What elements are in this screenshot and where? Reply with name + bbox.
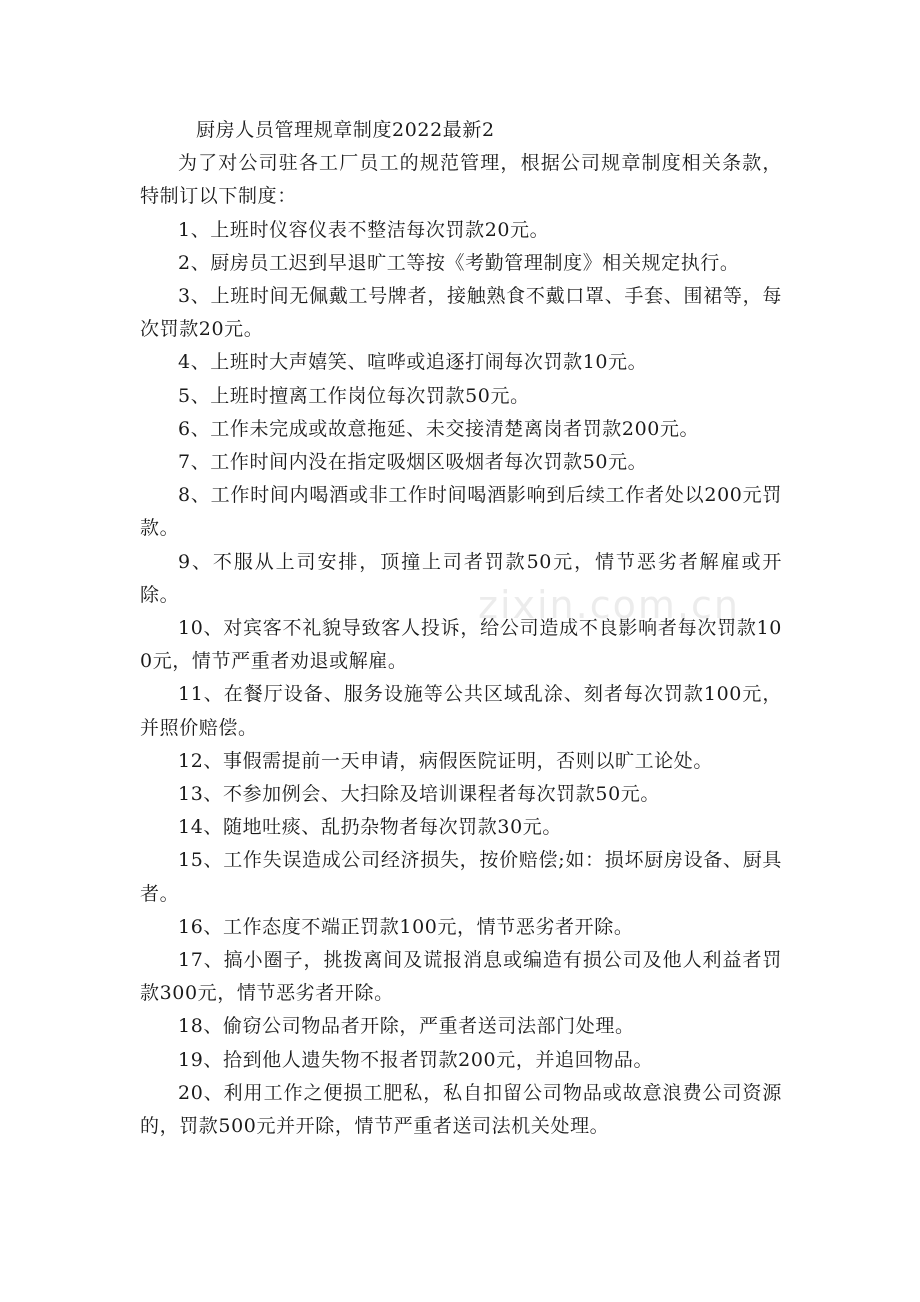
document-intro: 为了对公司驻各工厂员工的规范管理，根据公司规章制度相关条款，特制订以下制度： bbox=[140, 152, 782, 208]
rule-item: 1、上班时仪容仪表不整洁每次罚款20元。 bbox=[178, 218, 550, 241]
rule-item: 5、上班时擅离工作岗位每次罚款50元。 bbox=[178, 384, 530, 407]
rule-item: 16、工作态度不端正罚款100元，情节恶劣者开除。 bbox=[178, 915, 634, 938]
rule-item: 12、事假需提前一天申请，病假医院证明，否则以旷工论处。 bbox=[178, 749, 713, 772]
rule-item: 17、搞小圈子，挑拨离间及谎报消息或编造有损公司及他人利益者罚款300元，情节恶劣者开除。 bbox=[140, 949, 782, 1005]
rule-item: 3、上班时间无佩戴工号牌者，接触熟食不戴口罩、手套、围裙等，每次罚款20元。 bbox=[140, 285, 782, 341]
document-title: 厨房人员管理规章制度2022最新2 bbox=[196, 119, 495, 141]
rule-item: 15、工作失误造成公司经济损失，按价赔偿;如：损坏厨房设备、厨具者。 bbox=[140, 849, 782, 905]
rule-item: 11、在餐厅设备、服务设施等公共区域乱涂、刻者每次罚款100元，并照价赔偿。 bbox=[140, 683, 782, 739]
rule-item: 7、工作时间内没在指定吸烟区吸烟者每次罚款50元。 bbox=[178, 451, 648, 474]
document-body bbox=[140, 114, 782, 1143]
rule-item: 2、厨房员工迟到早退旷工等按《考勤管理制度》相关规定执行。 bbox=[178, 251, 740, 274]
watermark: zixin.com.cn bbox=[478, 583, 740, 627]
rule-item: 8、工作时间内喝酒或非工作时间喝酒影响到后续工作者处以200元罚款。 bbox=[140, 484, 782, 540]
rule-item: 14、随地吐痰、乱扔杂物者每次罚款30元。 bbox=[178, 816, 562, 839]
rule-item: 13、不参加例会、大扫除及培训课程者每次罚款50元。 bbox=[178, 783, 660, 806]
rule-item: 4、上班时大声嬉笑、喧哗或追逐打闹每次罚款10元。 bbox=[178, 351, 648, 374]
rule-item: 20、利用工作之便损工肥私，私自扣留公司物品或故意浪费公司资源的，罚款500元并开除，情节严重者送司法机关处理。 bbox=[140, 1081, 782, 1138]
rule-item: 19、拾到他人遗失物不报者罚款200元，并追回物品。 bbox=[178, 1048, 654, 1071]
rule-item: 10、对宾客不礼貌导致客人投诉，给公司造成不良影响者每次罚款100元，情节严重者劝退或解雇。 bbox=[140, 617, 782, 673]
rule-item: 9、不服从上司安排，顶撞上司者罚款50元，情节恶劣者解雇或开除。 bbox=[140, 550, 782, 606]
rule-item: 18、偷窃公司物品者开除，严重者送司法部门处理。 bbox=[178, 1015, 635, 1038]
rule-item: 6、工作未完成或故意拖延、未交接清楚离岗者罚款200元。 bbox=[178, 417, 700, 440]
